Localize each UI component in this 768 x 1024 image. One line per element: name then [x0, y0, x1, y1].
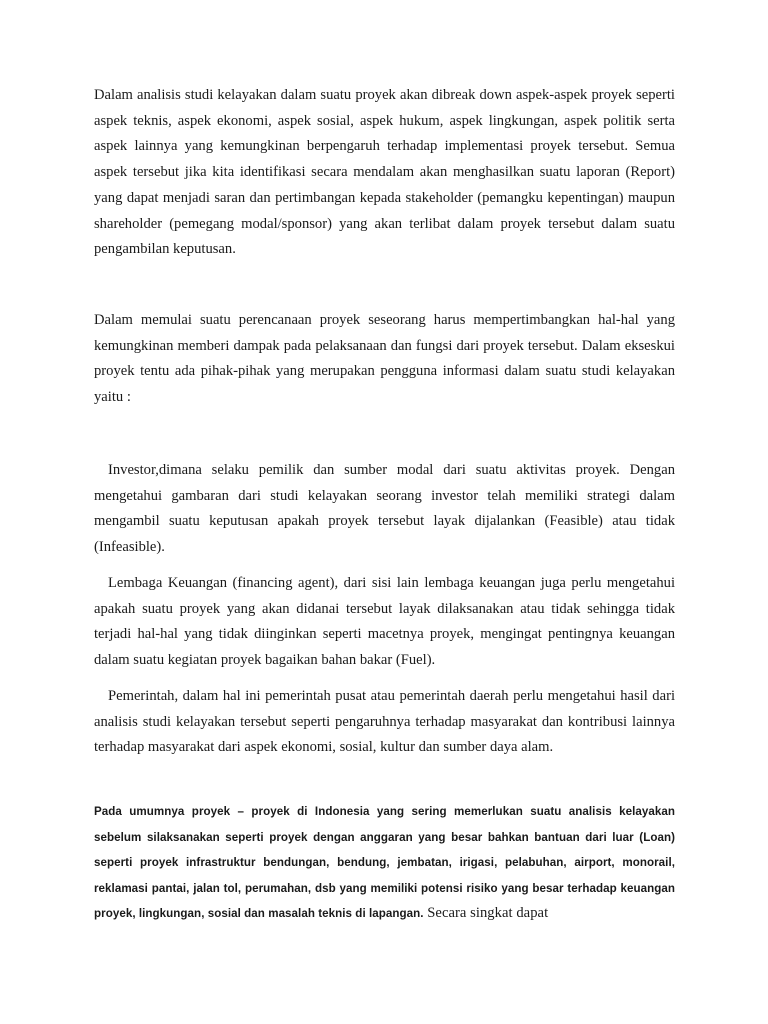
- paragraph-government: Pemerintah, dalam hal ini pemerintah pusat atau pemerintah daerah perlu mengetahui hasil dari analisis studi kelayakan tersebut seperti pengaruhnya terhadap masyarakat dan kontribusi lainnya terhadap masyarakat dari aspek ekonomi, sosial, kultur dan sumber daya alam.: [94, 688, 675, 756]
- paragraph-indonesia-projects: [94, 799, 675, 927]
- paragraph-investor: Investor,dimana selaku pemilik dan sumber modal dari suatu aktivitas proyek. Dengan mengetahui gambaran dari studi kelayakan seorang investor telah memiliki strategi dalam mengambil suatu keputusan apakah proyek tersebut layak dijalankan (Feasible) atau tidak (Infeasible).: [94, 462, 675, 556]
- paragraph-financing-agent: Lembaga Keuangan (financing agent), dari sisi lain lembaga keuangan juga perlu mengetahui apakah suatu proyek yang akan didanai tersebut layak dilaksanakan atau tidak sehingga tidak terjadi hal-hal yang tidak diinginkan seperti macetnya proyek, mengingat pentingnya keuangan dalam suatu kegiatan proyek bagaikan bahan bakar (Fuel).: [94, 575, 675, 669]
- paragraph-indonesia-main: Pada umumnya proyek – proyek di Indonesia yang sering memerlukan suatu analisis kelayakan sebelum silaksanakan seperti proyek dengan anggaran yang besar bahkan bantuan dari luar (Loan) seperti proyek infrastruktur bendungan, bendung, jembatan, irigasi, pelabuhan, airport, monorail, reklamasi pantai, jalan tol, perumahan, dsb yang memiliki potensi risiko yang besar terhadap keuangan proyek, lingkungan, sosial dan masalah teknis di lapangan.: [94, 805, 675, 921]
- paragraph-intro: Dalam analisis studi kelayakan dalam suatu proyek akan dibreak down aspek-aspek proyek seperti aspek teknis, aspek ekonomi, aspek sosial, aspek hukum, aspek lingkungan, aspek politik serta aspek lainnya yang kemungkinan berpengaruh terhadap implementasi proyek tersebut. Semua aspek tersebut jika kita identifikasi secara mendalam akan menghasilkan suatu laporan (Report) yang dapat menjadi saran dan pertimbangan kepada stakeholder (pemangku kepentingan) maupun shareholder (pemegang modal/sponsor) yang akan terlibat dalam proyek tersebut dalam suatu pengambilan keputusan.: [94, 87, 675, 258]
- paragraph-planning: Dalam memulai suatu perencanaan proyek seseorang harus mempertimbangkan hal-hal yang kemungkinan memberi dampak pada pelaksanaan dan fungsi dari proyek tersebut. Dalam ekseskui proyek tentu ada pihak-pihak yang merupakan pengguna informasi dalam suatu studi kelayakan yaitu :: [94, 312, 675, 406]
- paragraph-indonesia-tail: Secara singkat dapat: [423, 905, 549, 922]
